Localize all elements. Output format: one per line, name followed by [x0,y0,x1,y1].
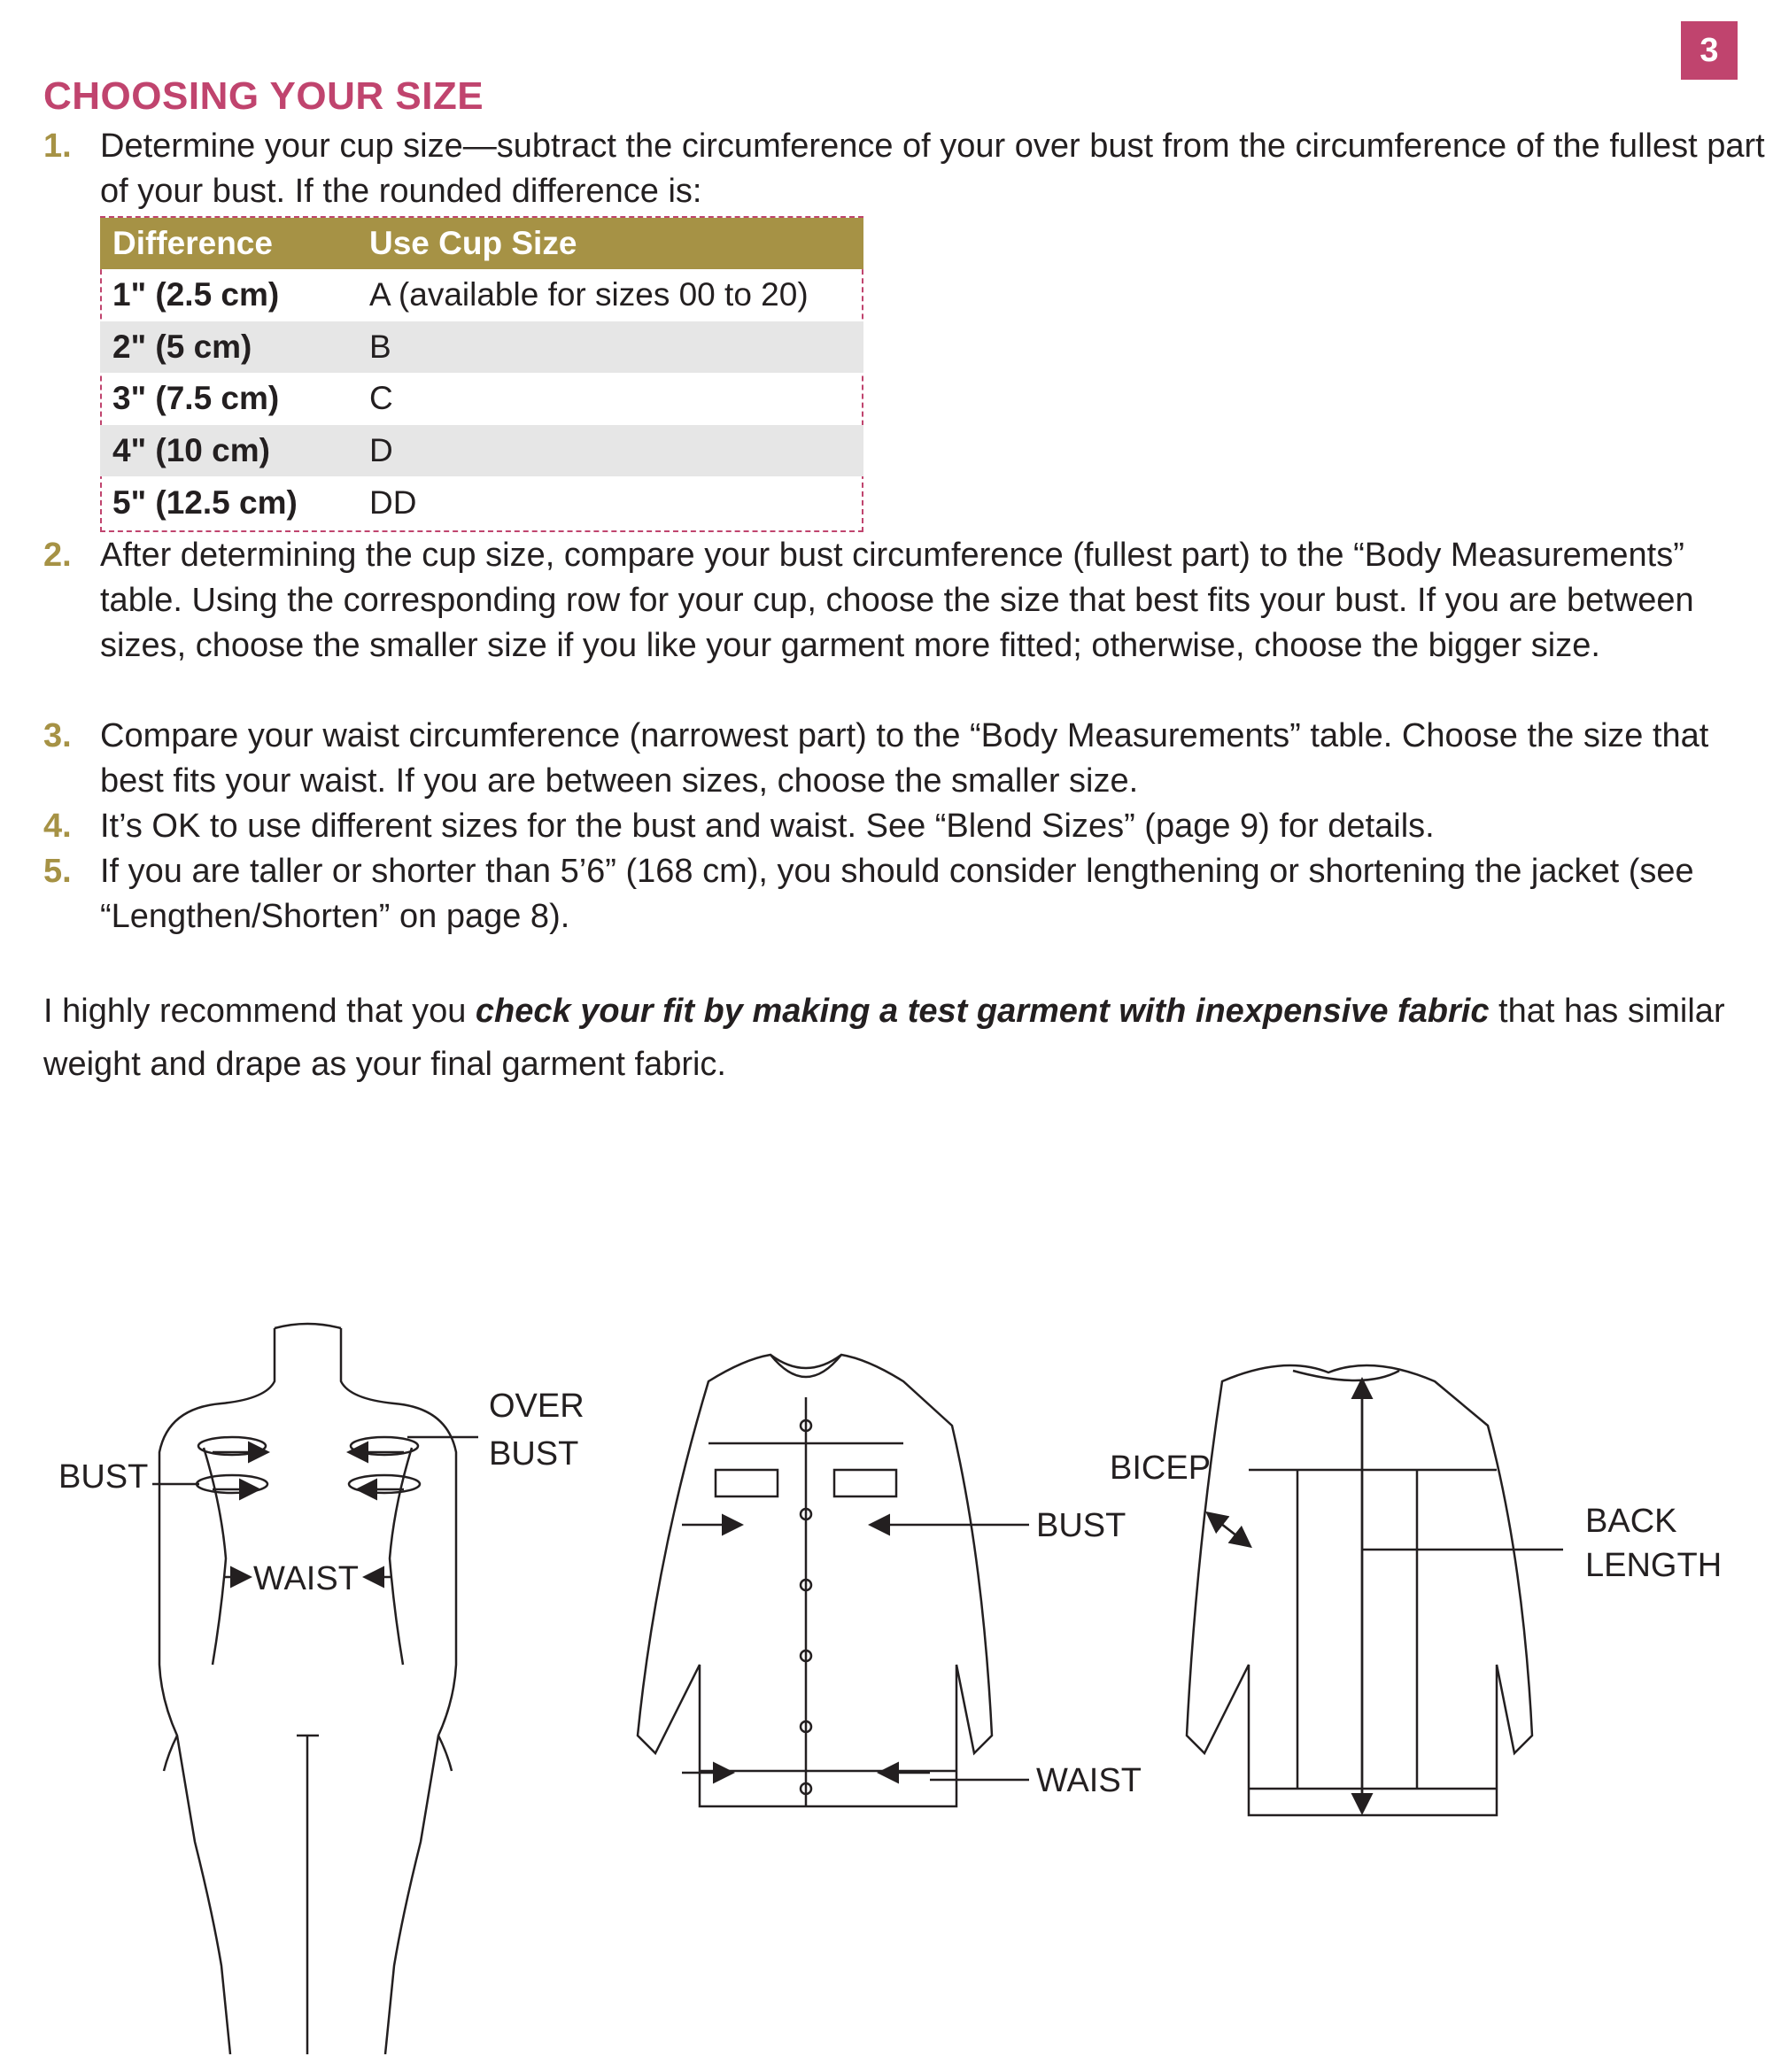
measurement-illustrations [0,1293,1773,2054]
page-title: CHOOSING YOUR SIZE [43,74,484,118]
table-cell-cup: DD [369,483,417,521]
label-over-bust-1: OVER [489,1388,585,1425]
step-text: Determine your cup size—subtract the circumference of your over bust from the circumference of the fullest part of your bust. If the rounded difference is: [100,128,1765,210]
table-row [100,269,863,321]
label-waist-body: WAIST [253,1560,359,1597]
page-number-badge: 3 [1681,21,1738,80]
step-number: 2. [43,537,72,574]
label-over-bust-2: BUST [489,1435,579,1473]
step-number: 5. [43,853,72,890]
table-cell-difference: 1" (2.5 cm) [112,276,280,313]
table-header-cup-size: Use Cup Size [357,218,863,269]
table-header-difference: Difference [100,218,357,269]
recommend-text-start: I highly recommend that you [43,993,476,1030]
table-cell-cup: B [357,321,863,374]
jacket-front-illustration [638,1355,1029,1806]
table-cell-difference: 5" (12.5 cm) [112,483,298,521]
table-cell-difference: 2" (5 cm) [100,321,357,374]
recommendation-paragraph [43,985,1726,1091]
label-bicep: BICEP [1110,1450,1212,1487]
label-bust-body: BUST [58,1458,149,1496]
recommend-text-end: that has similar weight and drape as your final garment fabric. [43,993,1725,1083]
cup-size-table [100,218,863,529]
step-number: 1. [43,128,72,165]
step-number: 4. [43,808,72,845]
table-cell-cup: D [357,425,863,477]
label-back-length-1: BACK [1585,1503,1677,1540]
step-number: 3. [43,717,72,754]
step-text: If you are taller or shorter than 5’6” (168 cm), you should consider lengthening or shortening the jacket (see “Lengthen/Shorten” on page 8). [100,853,1694,935]
table-row [100,425,863,477]
label-bust-jacket: BUST [1036,1507,1127,1544]
table-row [100,373,863,425]
table-row [100,321,863,374]
table-cell-cup: C [369,380,393,417]
step-text: After determining the cup size, compare your bust circumference (fullest part) to the “Body Measurements” table. Using the corresponding row for your cup, choose the size that best fits your bust. If you are between sizes, choose the smaller size if you like your garment more fitted; otherwise, choose the bigger size. [100,537,1694,664]
recommend-emphasis: check your fit by making a test garment with inexpensive fabric [475,993,1490,1030]
step-text: It’s OK to use different sizes for the bust and waist. See “Blend Sizes” (page 9) for details. [100,808,1435,845]
label-back-length-2: LENGTH [1585,1547,1723,1584]
table-header-row [100,218,863,269]
label-waist-jacket: WAIST [1036,1762,1142,1799]
step-text: Compare your waist circumference (narrowest part) to the “Body Measurements” table. Choose the size that best fits your waist. If you are between sizes, choose the smaller size. [100,717,1709,800]
table-row [100,476,863,529]
jacket-back-illustration [1187,1365,1563,1815]
body-form-illustration [152,1324,478,2054]
table-cell-cup: A (available for sizes 00 to 20) [369,276,809,313]
table-cell-difference: 3" (7.5 cm) [112,380,280,417]
table-cell-difference: 4" (10 cm) [100,425,357,477]
